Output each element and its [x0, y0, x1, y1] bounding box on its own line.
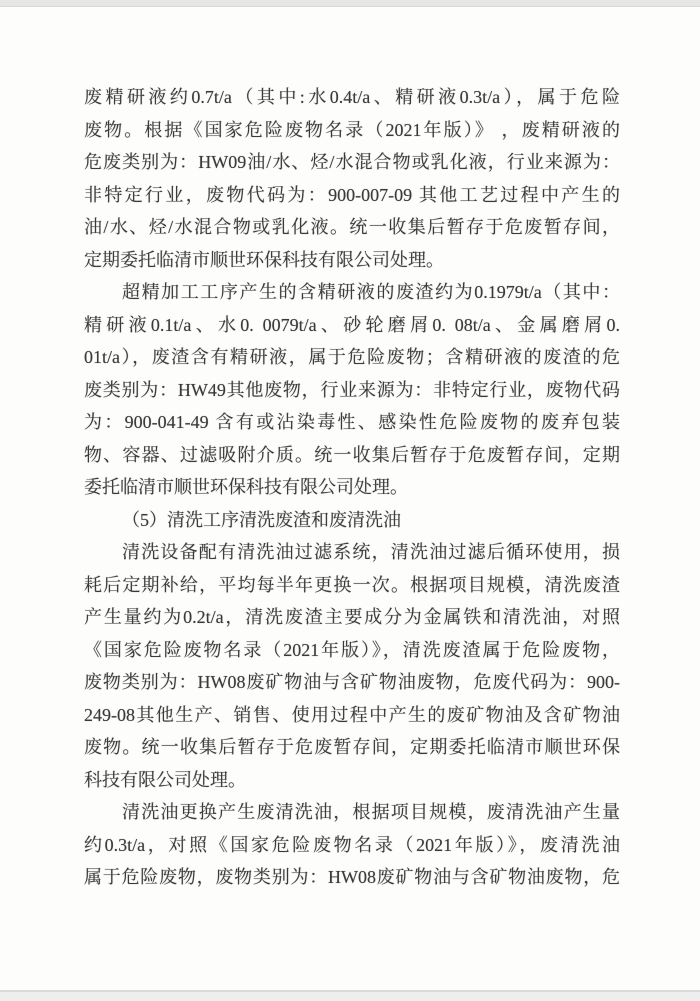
text-line: 清洗油更换产生废清洗油，根据项目规模，废清洗油产生量 [122, 802, 620, 822]
paragraph [84, 536, 620, 796]
paragraph [84, 504, 620, 537]
text-line: 为：900-041-49 含有或沾染毒性、感染性危险废物的废弃包装 [84, 412, 620, 432]
text-line: 废物。根据《国家危险废物名录（2021年版）》 ，废精研液的 [84, 119, 620, 140]
text-line: 定期委托临清市顺世环保科技有限公司处理。 [84, 249, 444, 270]
text-line: 《国家危险废物名录（2021年版）》，清洗废渣属于危险废物， [84, 639, 620, 660]
paragraph [84, 81, 620, 276]
text-line: 01t/a），废渣含有精研液，属于危险废物；含精研液的废渣的危 [84, 347, 620, 367]
text-line: 危废类别为：HW09油/水、烃/水混合物或乳化液，行业来源为： [84, 152, 620, 172]
text-line: 精研液0.1t/a、水0. 0079t/a、砂轮磨屑0. 08t/a、金属磨屑0. [84, 314, 620, 335]
text-line: 约0.3t/a，对照《国家危险废物名录（2021年版）》，废清洗油 [84, 834, 620, 855]
text-line: 废类别为：HW49其他废物，行业来源为：非特定行业，废物代码 [84, 379, 620, 400]
text-line: 249-08其他生产、销售、使用过程中产生的废矿物油及含矿物油 [84, 704, 620, 725]
text-line: 属于危险废物，废物类别为：HW08废矿物油与含矿物油废物，危 [84, 867, 620, 887]
text-line: 超精加工工序产生的含精研液的废渣约为0.1979t/a（其中： [122, 282, 620, 302]
text-line: 产生量约为0.2t/a，清洗废渣主要成分为金属铁和清洗油，对照 [84, 607, 620, 627]
text-line: 清洗设备配有清洗油过滤系统，清洗油过滤后循环使用，损 [122, 542, 620, 562]
text-line: 废物类别为：HW08废矿物油与含矿物油废物，危废代码为：900- [84, 672, 620, 692]
page-bottom-edge [0, 990, 700, 1001]
paragraph [84, 796, 620, 894]
text-line: 科技有限公司处理。 [84, 769, 246, 790]
document-text-block [84, 81, 620, 894]
text-line: 委托临清市顺世环保科技有限公司处理。 [84, 477, 408, 497]
text-line: 废物。统一收集后暂存于危废暂存间，定期委托临清市顺世环保 [84, 737, 620, 757]
text-line: 耗后定期补给，平均每半年更换一次。根据项目规模，清洗废渣 [84, 574, 620, 595]
text-line: 非特定行业，废物代码为：900-007-09 其他工艺过程中产生的 [84, 184, 620, 205]
section-heading: （5）清洗工序清洗废渣和废清洗油 [122, 509, 401, 530]
text-line: 物、容器、过滤吸附介质。统一收集后暂存于危废暂存间，定期 [84, 444, 620, 465]
text-line: 废精研液约0.7t/a（其中:水0.4t/a、精研液0.3t/a），属于危险 [84, 87, 620, 107]
text-line: 油/水、烃/水混合物或乳化液。统一收集后暂存于危废暂存间， [84, 217, 620, 237]
page-top-edge [0, 0, 700, 7]
paragraph [84, 276, 620, 504]
